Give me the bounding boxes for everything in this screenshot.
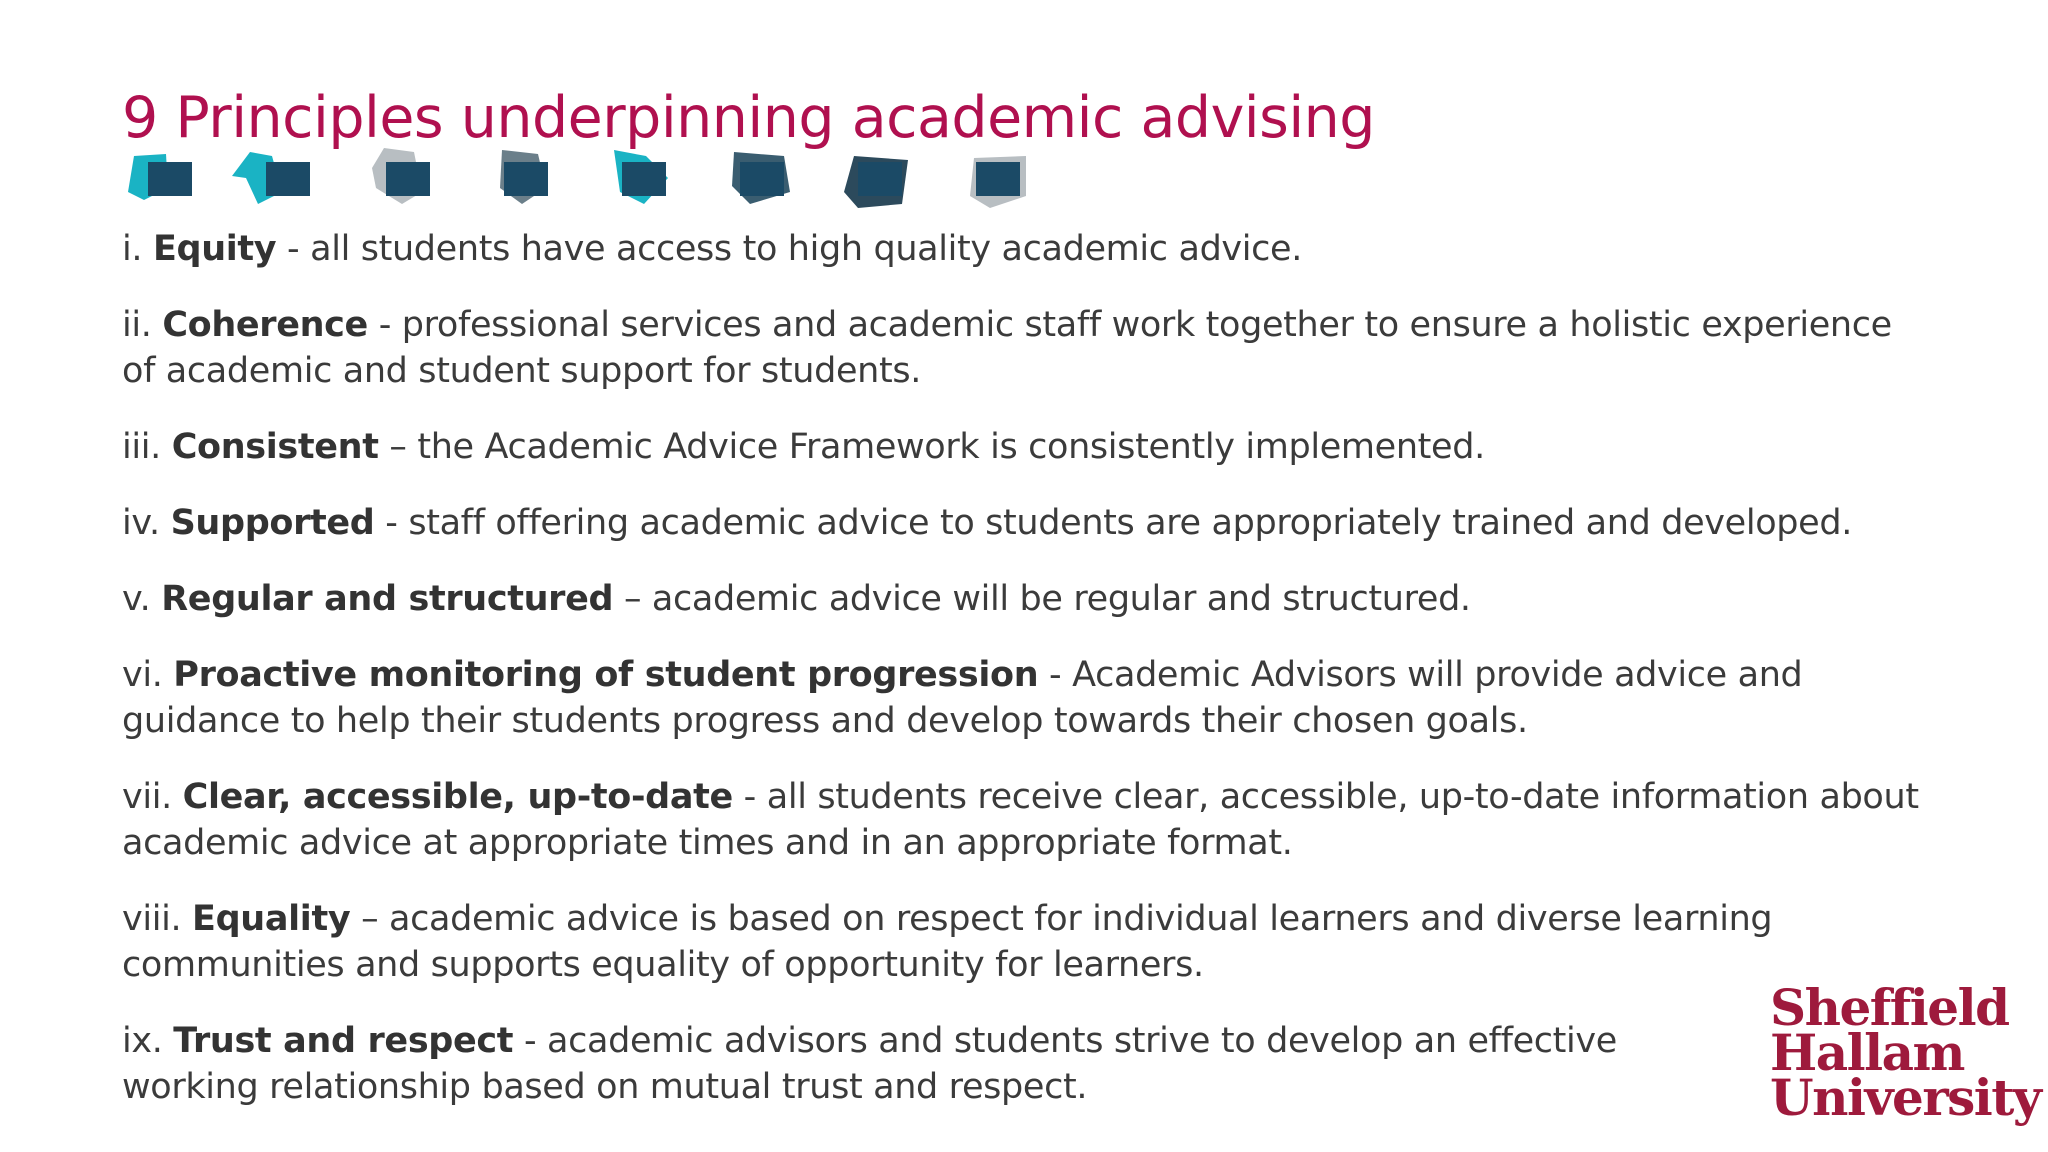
principle-description: – academic advice will be regular and structured. [613,579,1471,619]
scatter-square-icon [970,156,1026,208]
principle-item [122,896,1922,988]
principle-item [122,652,1922,744]
sheffield-hallam-logo [1770,978,2041,1127]
principle-number: vi. [122,655,163,695]
principle-number: iii. [122,427,161,467]
principle-item [122,500,1922,546]
principle-item [122,226,1922,272]
principle-number: ii. [122,305,152,345]
logo-line-2: Hallam [1770,1023,1964,1082]
slide-title: 9 Principles underpinning academic advising [122,85,1375,151]
principle-description: - Academic Advisors will provide advice and guidance to help their students progress and develop towards their chosen goals. [122,655,1803,741]
principle-number: vii. [122,777,172,817]
principle-number: v. [122,579,151,619]
principle-item [122,1018,1742,1110]
principle-number: viii. [122,899,182,939]
principle-description: - all students have access to high quality academic advice. [276,229,1303,269]
principle-number: ix. [122,1021,163,1061]
logo-line-1: Sheffield [1770,978,2009,1037]
principle-number: i. [122,229,143,269]
principle-item [122,424,1922,470]
scatter-square-icon [232,152,310,204]
principle-description: - academic advisors and students strive to develop an effective working relationship based on mutual trust and respect. [122,1021,1617,1107]
principle-term: Supported [170,503,375,543]
scatter-square-icon [614,150,668,204]
scatter-square-icon [128,154,192,200]
principles-list [122,226,1922,1140]
principle-term: Trust and respect [173,1021,514,1061]
decorative-marker-row [122,148,1062,220]
logo-line-3: University [1770,1068,2041,1127]
principle-description: - all students receive clear, accessible, up-to-date information about academic advice at appropriate times and in an appropriate format. [122,777,1919,863]
scatter-square-icon [372,148,430,204]
principle-description: - professional services and academic staff work together to ensure a holistic experience of academic and student support for students. [122,305,1892,391]
principle-description: – academic advice is based on respect for individual learners and diverse learning communities and supports equality of opportunity for learners. [122,899,1773,985]
principle-term: Clear, accessible, up-to-date [182,777,733,817]
principle-item [122,774,1922,866]
principle-item [122,302,1922,394]
principle-term: Consistent [171,427,379,467]
principle-item [122,576,1922,622]
marker-row-graphic [122,148,1062,220]
scatter-square-icon [732,152,790,204]
principle-number: iv. [122,503,160,543]
principle-term: Proactive monitoring of student progression [173,655,1039,695]
principle-term: Equality [192,899,351,939]
principle-description: – the Academic Advice Framework is consistently implemented. [378,427,1485,467]
principle-term: Equity [152,229,277,269]
principle-description: - staff offering academic advice to students are appropriately trained and developed. [374,503,1852,543]
principle-term: Coherence [162,305,368,345]
scatter-square-icon [500,150,548,204]
principle-term: Regular and structured [161,579,614,619]
scatter-square-icon [844,156,908,208]
